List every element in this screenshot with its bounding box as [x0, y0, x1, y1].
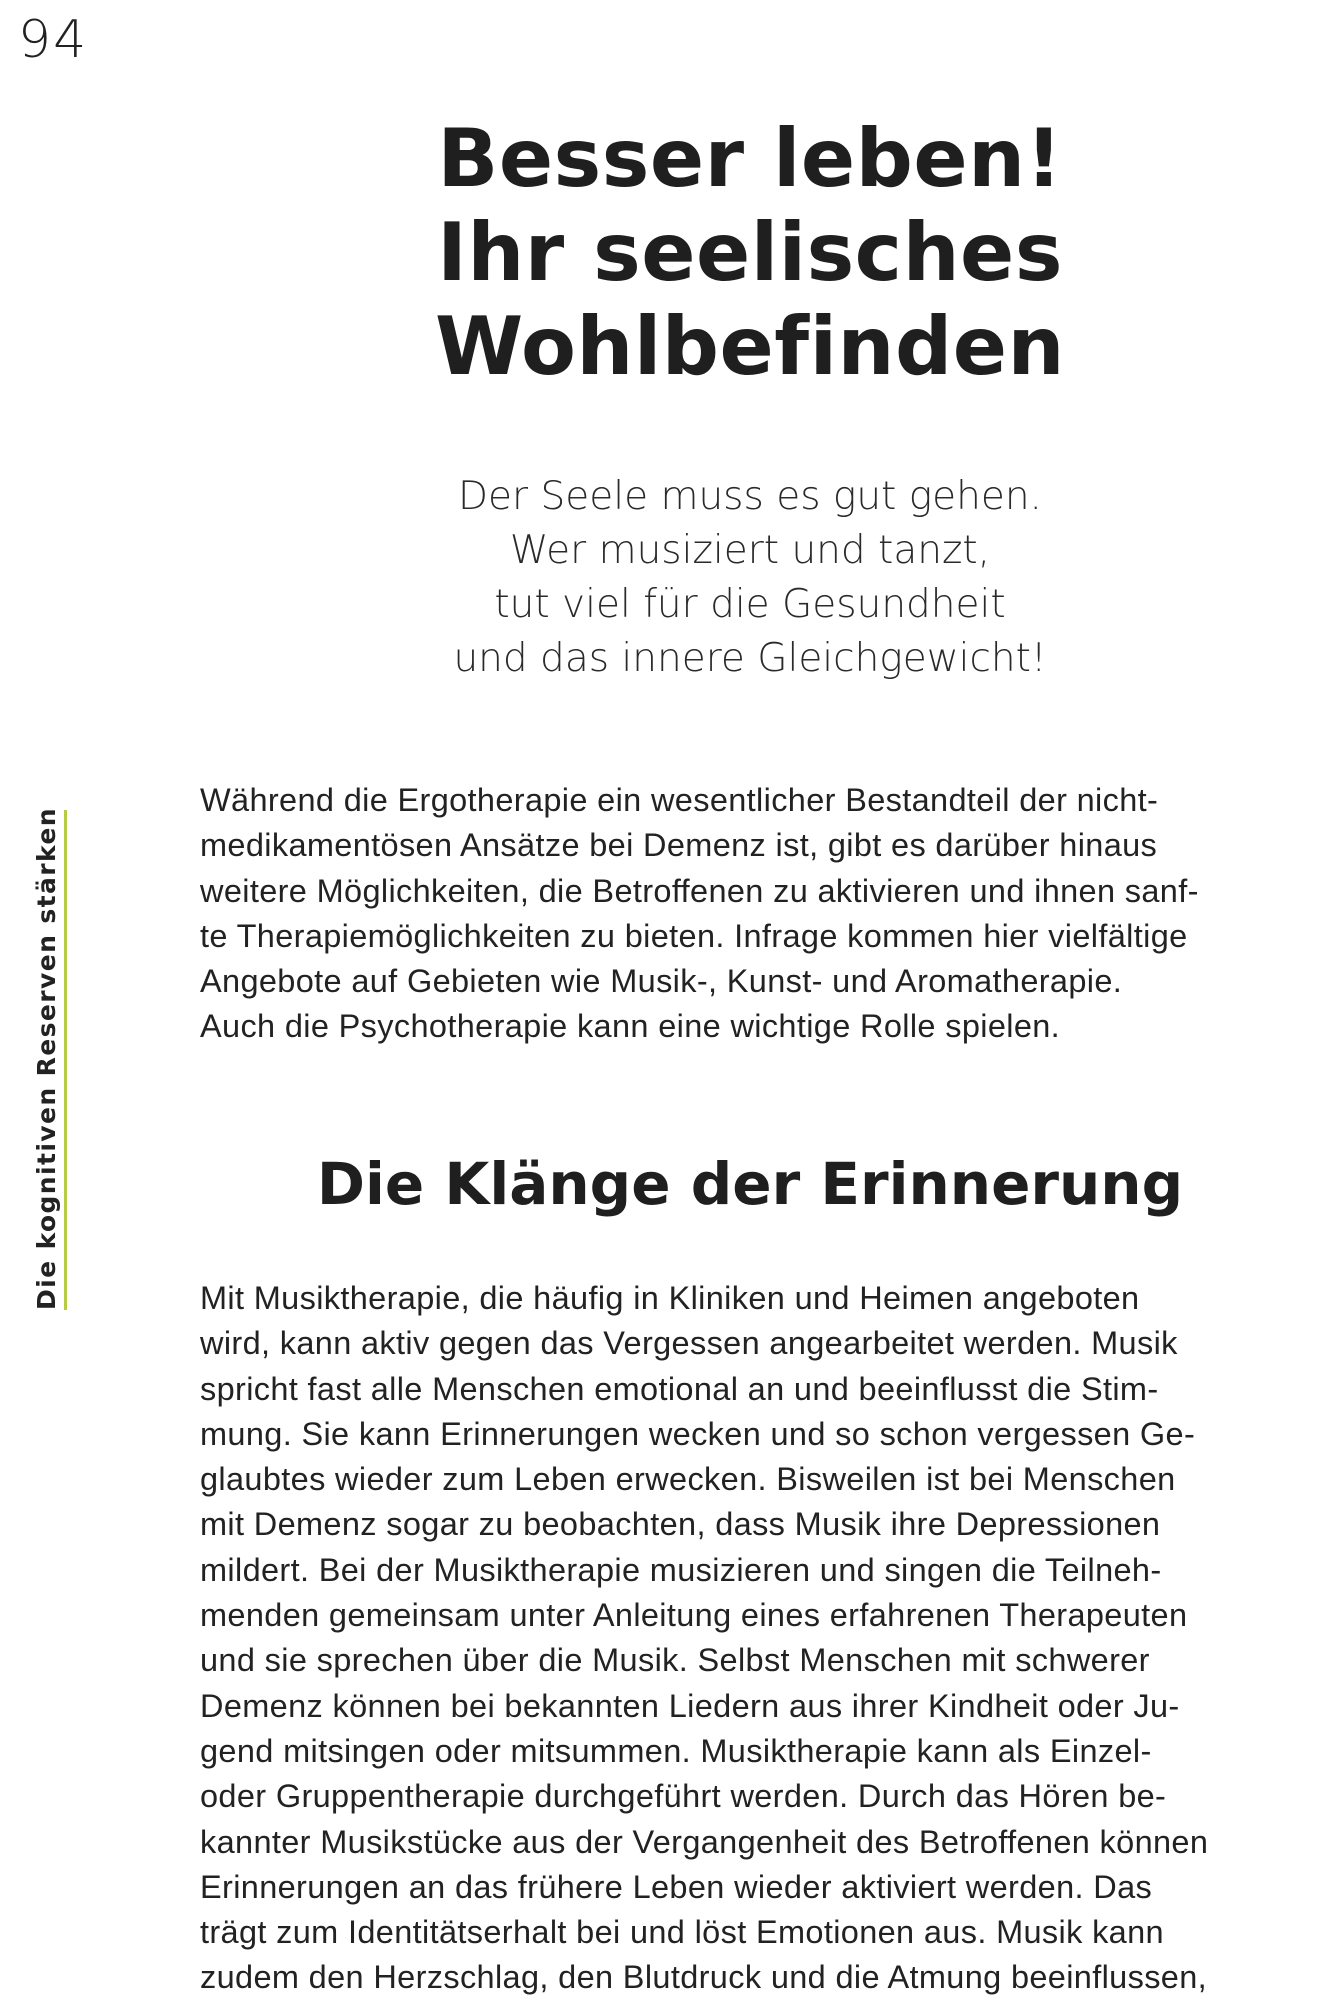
title-line: Besser leben!	[437, 112, 1063, 205]
page-number: 94	[18, 10, 89, 70]
text-line: oder Gruppentherapie durchgeführt werden. Durch das Hören be-	[200, 1778, 1167, 1815]
text-line: menden gemeinsam unter Anleitung eines erfahrenen Therapeuten	[200, 1597, 1188, 1634]
text-line: Erinnerungen an das frühere Leben wieder aktiviert werden. Das	[200, 1868, 1153, 1905]
title-line: Wohlbefinden	[435, 300, 1065, 393]
chapter-accent-line	[64, 810, 67, 1310]
text-line: mit Demenz sogar zu beobachten, dass Musik ihre Depressionen	[200, 1506, 1161, 1543]
text-line: wird, kann aktiv gegen das Vergessen angearbeitet werden. Musik	[200, 1325, 1178, 1362]
text-line: weitere Möglichkeiten, die Betroffenen zu aktivieren und ihnen sanf-	[200, 872, 1199, 909]
text-line: glaubtes wieder zum Leben erwecken. Bisweilen ist bei Menschen	[200, 1461, 1176, 1498]
section-heading: Die Klänge der Erinnerung	[316, 1150, 1184, 1218]
subtitle-line: und das innere Gleichgewicht!	[453, 636, 1047, 681]
text-line: zudem den Herzschlag, den Blutdruck und die Atmung beeinflussen,	[200, 1959, 1208, 1996]
text-line: trägt zum Identitätserhalt bei und löst Emotionen aus. Musik kann	[200, 1914, 1164, 1951]
body-paragraph	[200, 1276, 1310, 2001]
subtitle-line: Der Seele muss es gut gehen.	[458, 474, 1042, 519]
intro-paragraph	[200, 778, 1310, 1050]
text-line: spricht fast alle Menschen emotional an und beeinflusst die Stim-	[200, 1370, 1159, 1407]
text-line: te Therapiemöglichkeiten zu bieten. Infrage kommen hier vielfältige	[200, 917, 1188, 954]
title-line: Ihr seelisches	[437, 206, 1063, 299]
text-line: gend mitsingen oder mitsummen. Musiktherapie kann als Einzel-	[200, 1732, 1152, 1769]
text-line: Während die Ergotherapie ein wesentlicher Bestandteil der nicht-	[200, 782, 1159, 818]
text-line: Auch die Psychotherapie kann eine wichtige Rolle spielen.	[200, 1008, 1061, 1045]
subtitle-line: Wer musiziert und tanzt,	[509, 528, 991, 573]
text-line: Mit Musiktherapie, die häufig in Kliniken und Heimen angeboten	[200, 1280, 1140, 1316]
text-line: Demenz können bei bekannten Liedern aus ihrer Kindheit oder Ju-	[200, 1687, 1180, 1724]
chapter-label-text: Die kognitiven Reserven stärken	[32, 807, 61, 1310]
text-line: mung. Sie kann Erinnerungen wecken und so schon vergessen Ge-	[200, 1415, 1196, 1452]
subtitle	[300, 470, 1200, 686]
text-line: medikamentösen Ansätze bei Demenz ist, gibt es darüber hinaus	[200, 827, 1158, 864]
text-line: kannter Musikstücke aus der Vergangenheit des Betroffenen können	[200, 1823, 1209, 1860]
text-line: und sie sprechen über die Musik. Selbst Menschen mit schwerer	[200, 1642, 1150, 1679]
subtitle-line: tut viel für die Gesundheit	[494, 582, 1006, 627]
text-line: Angebote auf Gebieten wie Musik-, Kunst- und Aromatherapie.	[200, 963, 1123, 1000]
chapter-side-label	[30, 807, 66, 1310]
page-title	[300, 112, 1200, 394]
text-line: mildert. Bei der Musiktherapie musizieren und singen die Teilneh-	[200, 1551, 1162, 1588]
